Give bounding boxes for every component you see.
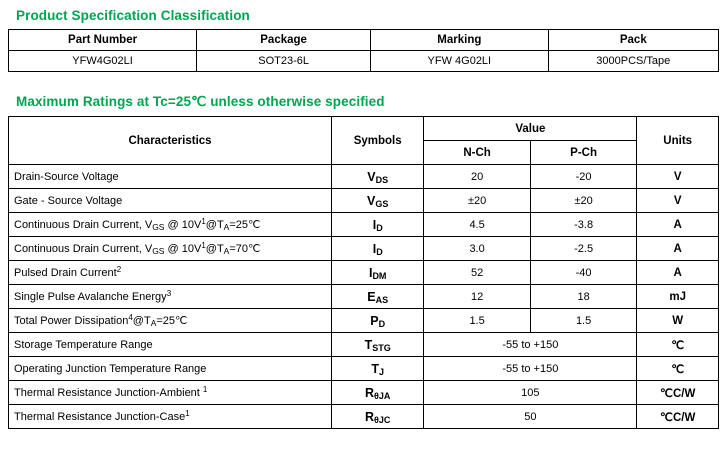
cell-value-p-ch: -20 xyxy=(530,165,637,189)
table-row xyxy=(9,237,719,261)
cell-value-n-ch: 12 xyxy=(424,285,531,309)
cell-symbol: IDM xyxy=(332,261,424,285)
cell-unit: W xyxy=(637,309,719,333)
cell-characteristic: Thermal Resistance Junction-Ambient $^1$ xyxy=(9,381,332,405)
cell-value-p-ch: -3.8 xyxy=(530,213,637,237)
table-row xyxy=(9,261,719,285)
cell-value-p-ch: ±20 xyxy=(530,189,637,213)
cell-value-n-ch: 20 xyxy=(424,165,531,189)
ratings-section-title: Maximum Ratings at Tc=25℃ unless otherwise specified xyxy=(16,94,385,109)
cell-symbol: VGS xyxy=(332,189,424,213)
cell-marking: YFW 4G02LI xyxy=(371,51,549,72)
cell-value-n-ch: 3.0 xyxy=(424,237,531,261)
column-header-part-number: Part Number xyxy=(9,30,197,51)
table-row xyxy=(9,189,719,213)
cell-symbol: PD xyxy=(332,309,424,333)
cell-characteristic: Total Power $Dissipation^4@T_A=25℃$ xyxy=(9,309,332,333)
cell-package: SOT23-6L xyxy=(197,51,371,72)
table-row xyxy=(9,213,719,237)
cell-unit: ℃C/W xyxy=(637,405,719,429)
cell-value: -55 to +150 xyxy=(424,333,637,357)
table-row xyxy=(9,51,719,72)
cell-symbol: EAS xyxy=(332,285,424,309)
cell-symbol: TJ xyxy=(332,357,424,381)
cell-characteristic: Single Pulse Avalanche Energy$^3$ xyxy=(9,285,332,309)
cell-value-n-ch: ±20 xyxy=(424,189,531,213)
column-header-p-ch: P-Ch xyxy=(530,141,637,165)
cell-value-n-ch: 1.5 xyxy=(424,309,531,333)
cell-characteristic: Pulsed Drain Current$^2$ xyxy=(9,261,332,285)
cell-unit: A xyxy=(637,213,719,237)
cell-value-n-ch: 52 xyxy=(424,261,531,285)
cell-characteristic: Thermal Resistance Junction-Case$^1$ xyxy=(9,405,332,429)
cell-symbol: TSTG xyxy=(332,333,424,357)
cell-characteristic: Gate - Source Voltage xyxy=(9,189,332,213)
cell-symbol: RθJA xyxy=(332,381,424,405)
cell-symbol: ID xyxy=(332,213,424,237)
table-row xyxy=(9,309,719,333)
maximum-ratings-table xyxy=(8,116,719,429)
cell-unit: ℃ xyxy=(637,333,719,357)
cell-part-number: YFW4G02LI xyxy=(9,51,197,72)
cell-unit: A xyxy=(637,237,719,261)
table-header-row xyxy=(9,30,719,51)
cell-unit: V xyxy=(637,165,719,189)
table-header-row-top xyxy=(9,117,719,141)
cell-unit: ℃C/W xyxy=(637,381,719,405)
cell-value-n-ch: 4.5 xyxy=(424,213,531,237)
cell-characteristic: Drain-Source Voltage xyxy=(9,165,332,189)
table-row xyxy=(9,285,719,309)
classification-table xyxy=(8,29,719,72)
cell-characteristic: Continuous Drain Current, $V_{GS}$ @ $10V^1@T_A=70℃$ xyxy=(9,237,332,261)
cell-value-p-ch: -2.5 xyxy=(530,237,637,261)
cell-characteristic: Storage Temperature Range xyxy=(9,333,332,357)
column-header-pack: Pack xyxy=(548,30,718,51)
column-header-units: Units xyxy=(637,117,719,165)
column-header-marking: Marking xyxy=(371,30,549,51)
cell-characteristic: Operating Junction Temperature Range xyxy=(9,357,332,381)
table-row xyxy=(9,333,719,357)
cell-unit: mJ xyxy=(637,285,719,309)
cell-unit: A xyxy=(637,261,719,285)
table-row xyxy=(9,381,719,405)
cell-unit: ℃ xyxy=(637,357,719,381)
table-row xyxy=(9,405,719,429)
column-header-n-ch: N-Ch xyxy=(424,141,531,165)
classification-section-title: Product Specification Classification xyxy=(16,8,250,23)
table-row xyxy=(9,165,719,189)
column-header-value: Value xyxy=(424,117,637,141)
cell-value: 50 xyxy=(424,405,637,429)
cell-value-p-ch: -40 xyxy=(530,261,637,285)
column-header-characteristics: Characteristics xyxy=(9,117,332,165)
cell-characteristic: Continuous Drain Current, $V_{GS}$ @ $10V^1@T_A=25℃$ xyxy=(9,213,332,237)
cell-symbol: ID xyxy=(332,237,424,261)
cell-value-p-ch: 18 xyxy=(530,285,637,309)
cell-symbol: RθJC xyxy=(332,405,424,429)
cell-value: -55 to +150 xyxy=(424,357,637,381)
cell-pack: 3000PCS/Tape xyxy=(548,51,718,72)
cell-value: 105 xyxy=(424,381,637,405)
table-row xyxy=(9,357,719,381)
cell-unit: V xyxy=(637,189,719,213)
column-header-symbols: Symbols xyxy=(332,117,424,165)
column-header-package: Package xyxy=(197,30,371,51)
cell-value-p-ch: 1.5 xyxy=(530,309,637,333)
cell-symbol: VDS xyxy=(332,165,424,189)
